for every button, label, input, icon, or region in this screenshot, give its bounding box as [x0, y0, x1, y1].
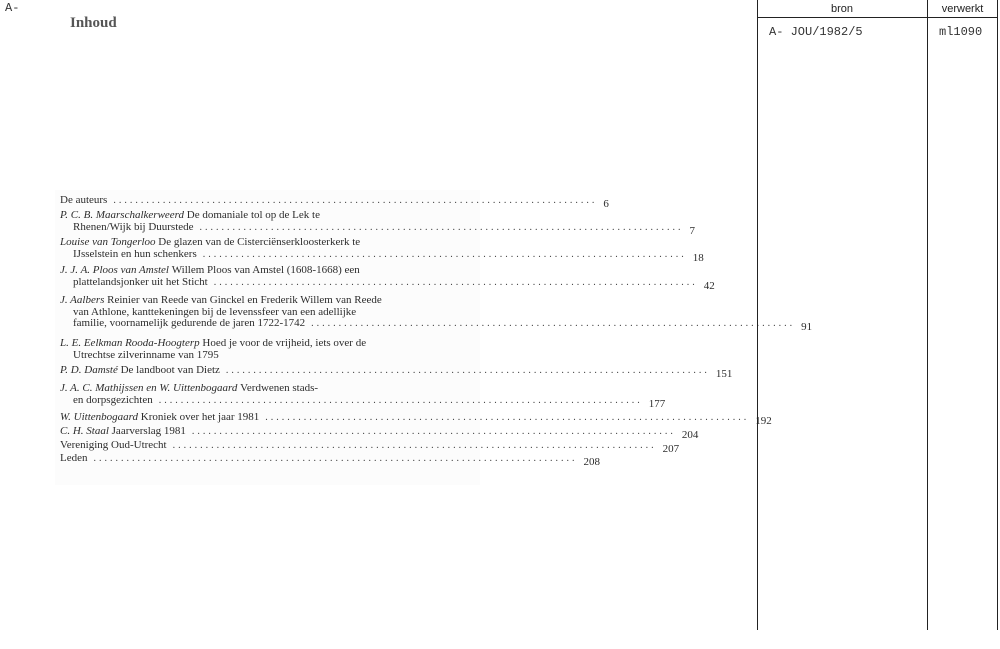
toc-entry-author: W. Uittenbogaard [60, 411, 139, 423]
toc-entry-author: C. H. Staal [60, 425, 109, 437]
registry-header-bron: bron [830, 3, 854, 15]
leader-dots: ........................................................................................ [202, 248, 687, 260]
toc-entry-page: 207 [662, 443, 680, 455]
toc-entry-author: P. D. Damsté [60, 364, 118, 376]
toc-entry-title-cont: Rhenen/Wijk bij Duurstede [73, 220, 194, 233]
registry-header-verwerkt: verwerkt [941, 3, 984, 15]
toc-entry-title: De auteurs [60, 194, 108, 206]
leader-dots: ........................................................................................ [311, 318, 796, 329]
leader-dots: ........................................................................................ [172, 440, 657, 451]
toc-entry-title-cont: IJsselstein en hun schenkers [73, 247, 197, 260]
registry-cell-bron: A- JOU/1982/5 [769, 25, 863, 39]
leader-dots: ........................................................................................ [199, 221, 684, 233]
toc-entry-title: Willem Ploos van Amstel (1608-1668) een [171, 264, 360, 276]
toc-entry-page: 177 [648, 397, 666, 410]
table-of-contents [55, 190, 813, 485]
leader-dots: ........................................................................................ [93, 453, 578, 464]
toc-entry-page: 42 [703, 279, 715, 292]
toc-entry-title-cont: familie, voornamelijk gedurende de jaren 1722-1742 [73, 317, 306, 329]
toc-entry [60, 364, 733, 380]
toc-entry [60, 264, 715, 292]
toc-entry-title: Reinier van Reede van Ginckel en Frederik Willem van Reede [107, 294, 382, 306]
toc-entry-author: J. Aalbers [60, 294, 105, 306]
toc-entry [60, 439, 680, 455]
toc-entry-page: 208 [583, 456, 600, 468]
toc-entry-title-cont: van Athlone, kanttekeningen bij de levenssfeer van een adellijke [73, 305, 357, 318]
toc-entry-title: Jaarverslag 1981 [111, 425, 186, 437]
toc-entry-page: 6 [603, 198, 609, 210]
toc-entry-page: 192 [755, 415, 772, 427]
leader-dots: ........................................................................................ [265, 412, 750, 423]
toc-entry [60, 209, 696, 237]
toc-entry-page: 204 [681, 429, 699, 441]
toc-entry-title-cont: Utrechtse zilverinname van 1795 [73, 348, 219, 361]
leader-dots: ........................................................................................ [113, 195, 598, 206]
toc-entry-title: Hoed je voor de vrijheid, iets over de [202, 337, 367, 349]
leader-dots: ........................................................................................ [191, 426, 676, 437]
toc-entry [60, 452, 600, 468]
toc-entry [60, 236, 704, 264]
registry-cell-verwerkt: ml1090 [939, 25, 983, 39]
registry-border-left [757, 0, 758, 630]
registry-border-right [997, 0, 998, 630]
toc-entry-title-cont: en dorpsgezichten [73, 393, 153, 406]
toc-entry-page: 18 [692, 251, 704, 264]
toc-entry [60, 338, 475, 361]
toc-entry-page: 91 [801, 321, 813, 333]
toc-entry-page: 7 [689, 224, 696, 237]
corner-mark: A- [5, 1, 20, 15]
leader-dots: ........................................................................................ [225, 365, 710, 376]
page-title: Inhoud [70, 15, 117, 31]
toc-entry [60, 294, 813, 333]
toc-entry-title: Kroniek over het jaar 1981 [140, 411, 260, 423]
toc-entry-author: P. C. B. Maarschalkerweerd [60, 209, 185, 221]
toc-entry [60, 411, 772, 427]
toc-entry-title: Vereniging Oud-Utrecht [60, 439, 167, 451]
toc-entry-author: L. E. Eelkman Rooda-Hoogterp [60, 337, 200, 349]
registry-table [757, 0, 997, 630]
toc-entry-title: De domaniale tol op de Lek te [186, 209, 320, 221]
toc-entry-author: Louise van Tongerloo [60, 236, 156, 248]
toc-entry [60, 425, 699, 441]
leader-dots: ........................................................................................ [213, 276, 698, 288]
toc-entry-title: Verdwenen stads- [240, 382, 319, 394]
toc-entry [60, 194, 609, 210]
toc-entry-title: De glazen van de Cisterciënserkloosterkerk te [158, 236, 361, 248]
toc-entry-title-cont: plattelandsjonker uit het Sticht [73, 275, 208, 288]
registry-header-divider [757, 17, 997, 18]
toc-entry-author: J. A. C. Mathijssen en W. Uittenbogaard [60, 382, 238, 394]
leader-dots: ........................................................................................ [158, 394, 643, 406]
toc-entry [60, 382, 666, 410]
toc-entry-title: Leden [60, 452, 88, 464]
toc-entry-page: 151 [715, 368, 733, 380]
registry-column-divider [927, 0, 928, 630]
toc-entry-title: De landboot van Dietz [120, 364, 220, 376]
toc-entry-author: J. J. A. Ploos van Amstel [60, 264, 169, 276]
